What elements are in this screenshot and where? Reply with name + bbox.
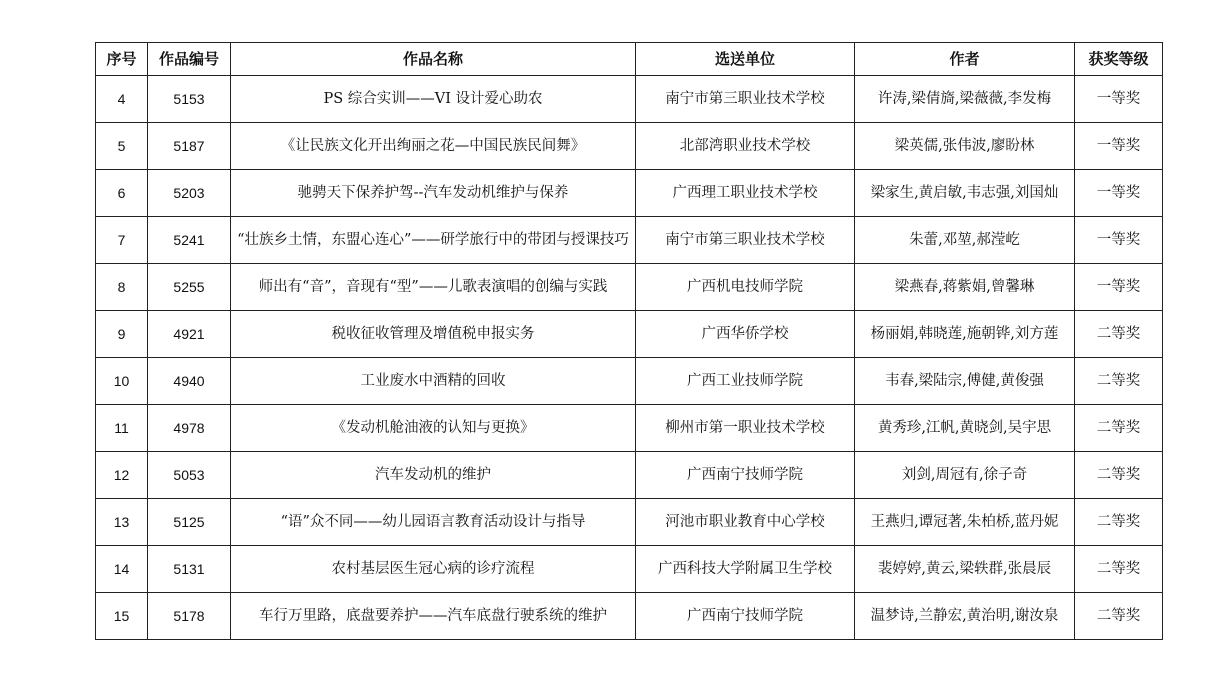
table-row (96, 358, 1163, 405)
cell-unit: 广西华侨学校 (636, 311, 855, 358)
header-row (96, 43, 1163, 76)
cell-code: 4921 (148, 311, 231, 358)
cell-unit: 南宁市第三职业技术学校 (636, 76, 855, 123)
cell-title: PS 综合实训——VI 设计爱心助农 (231, 76, 636, 123)
cell-award: 二等奖 (1075, 311, 1163, 358)
cell-unit: 河池市职业教育中心学校 (636, 499, 855, 546)
cell-title: “壮族乡土情，东盟心连心”——研学旅行中的带团与授课技巧 (231, 217, 636, 264)
cell-seq: 6 (96, 170, 148, 217)
table-row (96, 405, 1163, 452)
cell-award: 二等奖 (1075, 405, 1163, 452)
cell-authors: 杨丽娟,韩晓莲,施朝铧,刘方莲 (855, 311, 1075, 358)
cell-award: 二等奖 (1075, 546, 1163, 593)
cell-unit: 广西工业技师学院 (636, 358, 855, 405)
cell-unit: 广西南宁技师学院 (636, 593, 855, 640)
cell-code: 5178 (148, 593, 231, 640)
cell-award: 一等奖 (1075, 76, 1163, 123)
cell-title: “语”众不同——幼儿园语言教育活动设计与指导 (231, 499, 636, 546)
cell-unit: 广西南宁技师学院 (636, 452, 855, 499)
cell-code: 5125 (148, 499, 231, 546)
cell-authors: 刘剑,周冠有,徐子奇 (855, 452, 1075, 499)
cell-authors: 裴婷婷,黄云,梁轶群,张晨辰 (855, 546, 1075, 593)
table-row (96, 123, 1163, 170)
cell-unit: 南宁市第三职业技术学校 (636, 217, 855, 264)
table-row (96, 217, 1163, 264)
table-row (96, 593, 1163, 640)
cell-title: 税收征收管理及增值税申报实务 (231, 311, 636, 358)
cell-unit: 柳州市第一职业技术学校 (636, 405, 855, 452)
table-body (96, 76, 1163, 640)
cell-unit: 广西机电技师学院 (636, 264, 855, 311)
cell-seq: 11 (96, 405, 148, 452)
header-code: 作品编号 (148, 43, 231, 76)
header-award: 获奖等级 (1075, 43, 1163, 76)
cell-code: 5187 (148, 123, 231, 170)
cell-authors: 梁英儒,张伟波,廖盼林 (855, 123, 1075, 170)
cell-authors: 温梦诗,兰静宏,黄治明,谢汝泉 (855, 593, 1075, 640)
cell-authors: 梁燕春,蒋紫娟,曾馨琳 (855, 264, 1075, 311)
cell-code: 5241 (148, 217, 231, 264)
cell-seq: 15 (96, 593, 148, 640)
cell-code: 5053 (148, 452, 231, 499)
cell-seq: 5 (96, 123, 148, 170)
cell-authors: 朱蕾,邓堃,郝滢屹 (855, 217, 1075, 264)
table-row (96, 546, 1163, 593)
cell-title: 《发动机舱油液的认知与更换》 (231, 405, 636, 452)
cell-award: 二等奖 (1075, 452, 1163, 499)
table-header (96, 43, 1163, 76)
cell-title: 师出有“音”，音现有“型”——儿歌表演唱的创编与实践 (231, 264, 636, 311)
cell-title: 农村基层医生冠心病的诊疗流程 (231, 546, 636, 593)
cell-title: 工业废水中酒精的回收 (231, 358, 636, 405)
header-unit: 选送单位 (636, 43, 855, 76)
cell-seq: 8 (96, 264, 148, 311)
cell-code: 5255 (148, 264, 231, 311)
header-seq: 序号 (96, 43, 148, 76)
table-row (96, 452, 1163, 499)
cell-authors: 许涛,梁倩旖,梁薇薇,李发梅 (855, 76, 1075, 123)
cell-seq: 14 (96, 546, 148, 593)
table-row (96, 76, 1163, 123)
cell-award: 二等奖 (1075, 499, 1163, 546)
cell-award: 二等奖 (1075, 358, 1163, 405)
table-row (96, 264, 1163, 311)
table-row (96, 170, 1163, 217)
cell-title: 汽车发动机的维护 (231, 452, 636, 499)
cell-award: 一等奖 (1075, 217, 1163, 264)
cell-authors: 韦春,梁陆宗,傅健,黄俊强 (855, 358, 1075, 405)
cell-code: 5153 (148, 76, 231, 123)
cell-award: 一等奖 (1075, 123, 1163, 170)
award-table (95, 42, 1163, 640)
cell-title: 《让民族文化开出绚丽之花—中国民族民间舞》 (231, 123, 636, 170)
cell-seq: 7 (96, 217, 148, 264)
header-title: 作品名称 (231, 43, 636, 76)
cell-seq: 12 (96, 452, 148, 499)
table-row (96, 311, 1163, 358)
cell-authors: 王燕归,谭冠著,朱柏桥,蓝丹妮 (855, 499, 1075, 546)
cell-award: 一等奖 (1075, 264, 1163, 311)
cell-award: 一等奖 (1075, 170, 1163, 217)
table-row (96, 499, 1163, 546)
cell-seq: 9 (96, 311, 148, 358)
cell-seq: 4 (96, 76, 148, 123)
header-authors: 作者 (855, 43, 1075, 76)
cell-code: 5131 (148, 546, 231, 593)
cell-authors: 黄秀珍,江帆,黄晓剑,吴宇思 (855, 405, 1075, 452)
cell-code: 4978 (148, 405, 231, 452)
cell-code: 5203 (148, 170, 231, 217)
cell-authors: 梁家生,黄启敏,韦志强,刘国灿 (855, 170, 1075, 217)
cell-seq: 10 (96, 358, 148, 405)
cell-seq: 13 (96, 499, 148, 546)
cell-code: 4940 (148, 358, 231, 405)
cell-unit: 广西科技大学附属卫生学校 (636, 546, 855, 593)
cell-title: 车行万里路，底盘要养护——汽车底盘行驶系统的维护 (231, 593, 636, 640)
cell-unit: 广西理工职业技术学校 (636, 170, 855, 217)
cell-award: 二等奖 (1075, 593, 1163, 640)
cell-unit: 北部湾职业技术学校 (636, 123, 855, 170)
cell-title: 驰骋天下保养护驾--汽车发动机维护与保养 (231, 170, 636, 217)
